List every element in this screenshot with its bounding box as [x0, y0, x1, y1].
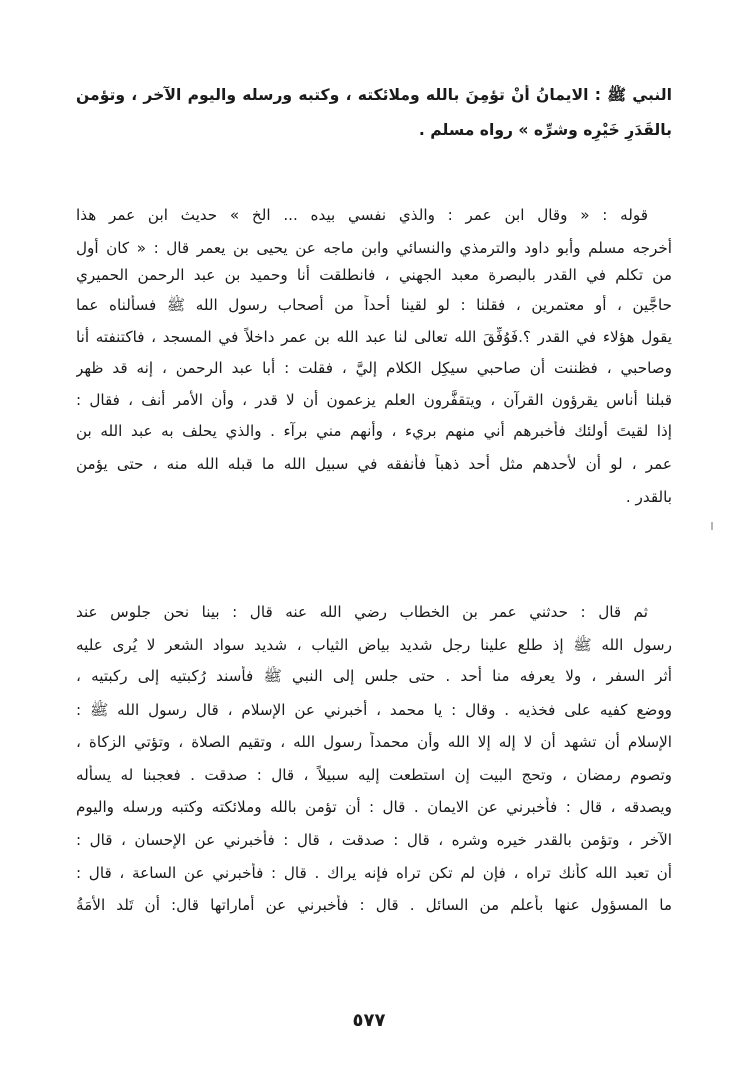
- text-line: من تكلم في القدر بالبصرة معبد الجهني ، فانطلقت أنا وحميد بن عبد الرحمن الحميري: [76, 266, 672, 284]
- text-line: وصاحبي ، فظننت أن صاحبي سيكِل الكلام إليَّ ، فقلت : أبا عبد الرحمن ، إنه قد ظهر: [76, 359, 672, 377]
- margin-mark: [711, 522, 713, 530]
- text-line: ما المسؤول عنها بأعلم من السائل . قال : فأخبرني عن أماراتها قال: أن تَلد الأمَةُ: [76, 896, 672, 914]
- text-line: إذا لقيتَ أولئك فأخبرهم أني منهم بريء ، وأنهم مني برآء . والذي يحلف به عبد الله بن: [76, 422, 672, 440]
- text-line: الإسلام أن تشهد أن لا إله إلا الله وأن محمداً رسول الله ، وتقيم الصلاة ، وتؤتي الزكاة ،: [76, 733, 672, 751]
- text-line: بالقدر .: [625, 488, 672, 506]
- text-line: يقول هؤلاء في القدر ؟.فَوُفِّقَ الله تعالى لنا عبد الله بن عمر داخلاً في المسجد ، فاكتنفته أنا: [76, 328, 672, 346]
- text-line: وتصوم رمضان ، وتحج البيت إن استطعت إليه سبيلاً ، قال : صدقت . فعجبنا له يسأله: [76, 766, 672, 784]
- text-line: الآخر ، وتؤمن بالقدر خيره وشره ، قال : صدقت ، قال : فأخبرني عن الإحسان ، قال :: [76, 831, 672, 849]
- text-line: بالقَدَرِ خَيْرِه وشرِّه » رواه مسلم .: [418, 121, 672, 139]
- page-number: ٥٧٧: [352, 1010, 386, 1031]
- text-line: ويصدقه ، قال : فأخبرني عن الايمان . قال : أن تؤمن بالله وملائكته وكتبه ورسله واليوم: [76, 798, 672, 816]
- text-line: حاجَّين ، أو معتمرين ، فقلنا : لو لقينا أحداً من أصحاب رسول الله ﷺ فسألناه عما: [76, 296, 672, 314]
- text-line: قوله : « وقال ابن عمر : والذي نفسي بيده ... الخ » حديث ابن عمر هذا: [76, 206, 648, 224]
- text-line: النبي ﷺ : الايمانُ أنْ تؤمِنَ بالله وملائكته ، وكتبه ورسله واليوم الآخر ، وتؤمن: [76, 86, 672, 104]
- text-line: ثم قال : حدثني عمر بن الخطاب رضي الله عنه قال : بينا نحن جلوس عند: [76, 603, 648, 621]
- text-line: أن تعبد الله كأنك تراه ، فإن لم تكن تراه فإنه يراك . قال : فأخبرني عن الساعة ، قال :: [76, 864, 672, 882]
- text-line: أثر السفر ، ولا يعرفه منا أحد . حتى جلس إلى النبي ﷺ فأسند رُكبتيه إلى ركبتيه ،: [76, 667, 672, 685]
- text-line: رسول الله ﷺ إذ طلع علينا رجل شديد بياض الثياب ، شديد سواد الشعر لا يُرى عليه: [76, 636, 672, 654]
- text-line: قبلنا أناس يقرؤون القرآن ، ويتقفَّرون العلم يزعمون أن لا قدر ، وأن الأمر أنف ، فقال :: [76, 391, 672, 409]
- text-line: عمر ، لو أن لأحدهم مثل أحد ذهباً فأنفقه في سبيل الله ما قبله الله منه ، حتى يؤمن: [76, 455, 672, 473]
- text-line: أخرجه مسلم وأبو داود والترمذي والنسائي وابن ماجه عن يحيى بن يعمر قال : « كان أول: [76, 239, 672, 257]
- text-line: ووضع كفيه على فخذيه . وقال : يا محمد ، أخبرني عن الإسلام ، قال رسول الله ﷺ :: [76, 701, 672, 719]
